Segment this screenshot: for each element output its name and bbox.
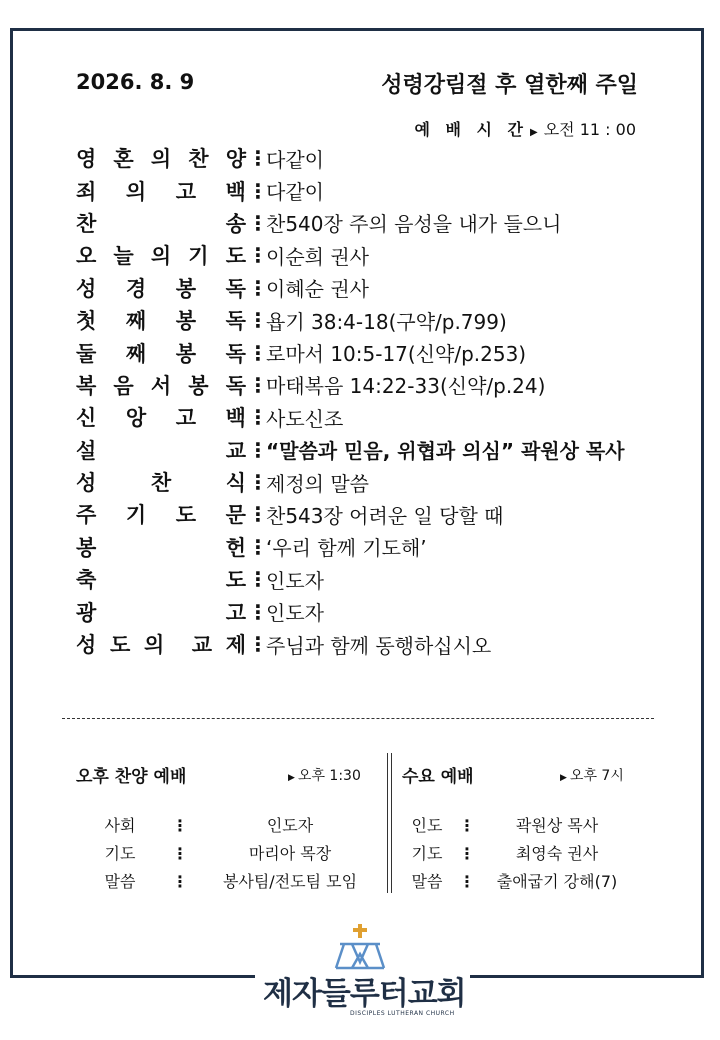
afternoon-service-list <box>90 812 370 896</box>
order-row <box>76 207 625 239</box>
list-item <box>402 868 632 896</box>
order-label-char: 독 <box>225 309 246 334</box>
church-logo <box>255 918 470 1028</box>
church-name-english: DISCIPLES LUTHERAN CHURCH <box>350 1010 455 1017</box>
church-name: 제자들루터교회 <box>263 976 466 1012</box>
role-value: 인도자 <box>266 816 314 835</box>
order-label <box>76 338 246 368</box>
order-label-char: 째 <box>125 309 147 334</box>
role-value: 곽원상 목사 <box>515 816 599 835</box>
order-label <box>76 143 246 173</box>
order-label <box>76 370 246 400</box>
order-label <box>76 467 246 497</box>
order-of-worship <box>76 142 625 660</box>
order-label-char: 고 <box>175 406 197 431</box>
colon-separator: ⋮ <box>459 872 475 891</box>
order-row <box>76 174 625 206</box>
wednesday-time-value: 오후 7시 <box>569 768 624 784</box>
order-row <box>76 628 625 660</box>
order-label-char: 둘 <box>76 341 97 366</box>
wednesday-service-list <box>402 812 632 896</box>
order-label-char: 고 <box>225 600 246 625</box>
order-label-char: 도 <box>110 633 131 658</box>
order-label-char: 성 <box>76 276 97 301</box>
order-label-char: 신 <box>76 406 97 431</box>
order-value: 찬540장 주의 음성을 내가 들으니 <box>266 212 562 237</box>
service-time-label: 예 배 시 간 <box>414 120 529 139</box>
colon-separator: ⋮ <box>248 632 268 657</box>
cross-icon <box>330 924 390 970</box>
order-label-char: 교 <box>225 438 246 463</box>
order-label-char: 찬 <box>188 147 209 172</box>
order-label-char: 도 <box>175 503 197 528</box>
role-label: 말씀 <box>104 872 136 891</box>
wednesday-service-time <box>560 765 624 785</box>
order-value: ‘우리 함께 기도해’ <box>266 536 427 561</box>
colon-separator: ⋮ <box>459 844 475 863</box>
order-row <box>76 272 625 304</box>
colon-separator: ⋮ <box>248 210 268 235</box>
order-label-char: 독 <box>225 373 246 398</box>
colon-separator: ⋮ <box>248 502 268 527</box>
order-label-char: 째 <box>125 341 147 366</box>
colon-separator: ⋮ <box>248 437 268 462</box>
order-label <box>76 273 246 303</box>
colon-separator: ⋮ <box>459 816 475 835</box>
section-divider <box>62 718 654 719</box>
order-label-char: 도 <box>225 568 246 593</box>
order-label <box>76 532 246 562</box>
role-label: 인도 <box>411 816 443 835</box>
order-label-char: 경 <box>125 276 147 301</box>
order-label-char: 성 <box>76 471 97 496</box>
order-label-char: 오 <box>76 244 97 269</box>
order-label-char: 문 <box>225 503 246 528</box>
afternoon-time-value: 오후 1:30 <box>297 768 361 784</box>
order-label <box>76 208 246 238</box>
order-value: 마태복음 14:22-33(신약/p.24) <box>266 374 546 399</box>
order-value: 제정의 말씀 <box>266 471 369 496</box>
order-label-char: 복 <box>76 373 97 398</box>
list-item <box>90 840 370 868</box>
order-label-char: 영 <box>76 147 97 172</box>
order-value: 찬543장 어려운 일 당할 때 <box>266 503 504 528</box>
order-label <box>76 629 246 659</box>
colon-separator: ⋮ <box>248 405 268 430</box>
order-label <box>76 499 246 529</box>
order-label-char: 헌 <box>225 535 246 560</box>
service-time <box>414 117 636 140</box>
order-label-char: 축 <box>76 568 97 593</box>
order-label-char: 양 <box>225 147 246 172</box>
order-label-char: 설 <box>76 438 97 463</box>
order-label-char: 봉 <box>175 341 197 366</box>
role-value: 출애굽기 강해(7) <box>496 872 618 891</box>
order-label-char: 서 <box>150 373 172 398</box>
order-label <box>76 305 246 335</box>
order-label-char: 의 <box>144 633 165 658</box>
arrow-right-icon: ▶ <box>530 127 538 138</box>
role-value: 최영숙 권사 <box>515 844 599 863</box>
list-item <box>90 812 370 840</box>
order-label-char: 죄 <box>76 179 97 204</box>
role-value: 마리아 목장 <box>248 844 332 863</box>
column-divider <box>387 753 392 893</box>
order-value: 이혜순 권사 <box>266 277 369 302</box>
role-label: 기도 <box>104 844 136 863</box>
order-value: 인도자 <box>266 601 324 626</box>
order-label-char: 고 <box>175 179 197 204</box>
order-label-char: 송 <box>225 211 246 236</box>
order-label-char: 제 <box>225 633 246 658</box>
order-label-char: 주 <box>76 503 97 528</box>
colon-separator: ⋮ <box>248 178 268 203</box>
order-row <box>76 401 625 433</box>
role-value: 봉사팀/전도팀 모임 <box>222 872 358 891</box>
order-label-char: 봉 <box>76 535 97 560</box>
order-label-char: 음 <box>113 373 134 398</box>
service-time-value: 오전 11 : 00 <box>543 120 636 139</box>
order-label-char: 도 <box>225 244 246 269</box>
colon-separator: ⋮ <box>248 146 268 171</box>
order-value: 욥기 38:4-18(구약/p.799) <box>266 309 507 334</box>
arrow-right-icon: ▶ <box>560 773 567 783</box>
list-item <box>90 868 370 896</box>
order-value: 주님과 함께 동행하십시오 <box>266 633 492 658</box>
order-label-char: 봉 <box>188 373 209 398</box>
colon-separator: ⋮ <box>248 243 268 268</box>
colon-separator: ⋮ <box>248 470 268 495</box>
order-value: 사도신조 <box>266 406 344 431</box>
colon-separator: ⋮ <box>248 599 268 624</box>
order-label-char: 늘 <box>113 244 134 269</box>
service-title: 성령강림절 후 열한째 주일 <box>381 73 638 98</box>
order-label <box>76 564 246 594</box>
order-row <box>76 434 625 466</box>
order-value: “말씀과 믿음, 위협과 의심” 곽원상 목사 <box>266 439 625 464</box>
order-label-char: 독 <box>225 341 246 366</box>
order-label-char: 첫 <box>76 309 97 334</box>
colon-separator: ⋮ <box>248 372 268 397</box>
order-label-char: 독 <box>225 276 246 301</box>
order-label-char: 찬 <box>76 211 97 236</box>
order-row <box>76 531 625 563</box>
colon-separator: ⋮ <box>248 308 268 333</box>
order-row <box>76 498 625 530</box>
colon-separator: ⋮ <box>248 340 268 365</box>
colon-separator: ⋮ <box>172 816 188 835</box>
colon-separator: ⋮ <box>248 275 268 300</box>
order-label-char: 의 <box>150 147 172 172</box>
order-row <box>76 336 625 368</box>
order-value: 로마서 10:5-17(신약/p.253) <box>266 342 527 367</box>
arrow-right-icon: ▶ <box>288 773 295 783</box>
role-label: 사회 <box>104 816 136 835</box>
order-label <box>76 402 246 432</box>
afternoon-service-time <box>288 765 361 785</box>
order-row <box>76 369 625 401</box>
colon-separator: ⋮ <box>172 872 188 891</box>
order-label-char: 의 <box>150 244 172 269</box>
order-label <box>76 240 246 270</box>
wednesday-service-title: 수요 예배 <box>402 767 474 787</box>
colon-separator: ⋮ <box>248 567 268 592</box>
order-label-char: 봉 <box>175 276 197 301</box>
order-label <box>76 435 246 465</box>
order-row <box>76 466 625 498</box>
list-item <box>402 840 632 868</box>
order-label <box>76 597 246 627</box>
order-label-char: 성 <box>76 633 97 658</box>
order-row <box>76 142 625 174</box>
order-row <box>76 595 625 627</box>
role-label: 말씀 <box>411 872 443 891</box>
order-row <box>76 304 625 336</box>
list-item <box>402 812 632 840</box>
order-label-char: 기 <box>125 503 147 528</box>
order-label-char: 의 <box>125 179 147 204</box>
order-label-char: 백 <box>225 406 246 431</box>
order-label-char: 봉 <box>175 309 197 334</box>
order-label-char: 교 <box>191 633 212 658</box>
order-value: 이순희 권사 <box>266 244 369 269</box>
order-row <box>76 239 625 271</box>
role-label: 기도 <box>411 844 443 863</box>
order-label <box>76 176 246 206</box>
afternoon-service-title: 오후 찬양 예배 <box>76 767 187 787</box>
order-label-char: 식 <box>225 471 246 496</box>
order-label-char: 기 <box>188 244 209 269</box>
order-label-char: 앙 <box>125 406 147 431</box>
order-label-char: 찬 <box>150 471 172 496</box>
colon-separator: ⋮ <box>248 534 268 559</box>
order-value: 다같이 <box>266 180 324 205</box>
service-date: 2026. 8. 9 <box>76 70 195 94</box>
order-label-char: 광 <box>76 600 97 625</box>
order-label-char: 백 <box>225 179 246 204</box>
order-value: 인도자 <box>266 568 324 593</box>
order-row <box>76 563 625 595</box>
order-label-char: 혼 <box>113 147 134 172</box>
order-value: 다같이 <box>266 147 324 172</box>
colon-separator: ⋮ <box>172 844 188 863</box>
